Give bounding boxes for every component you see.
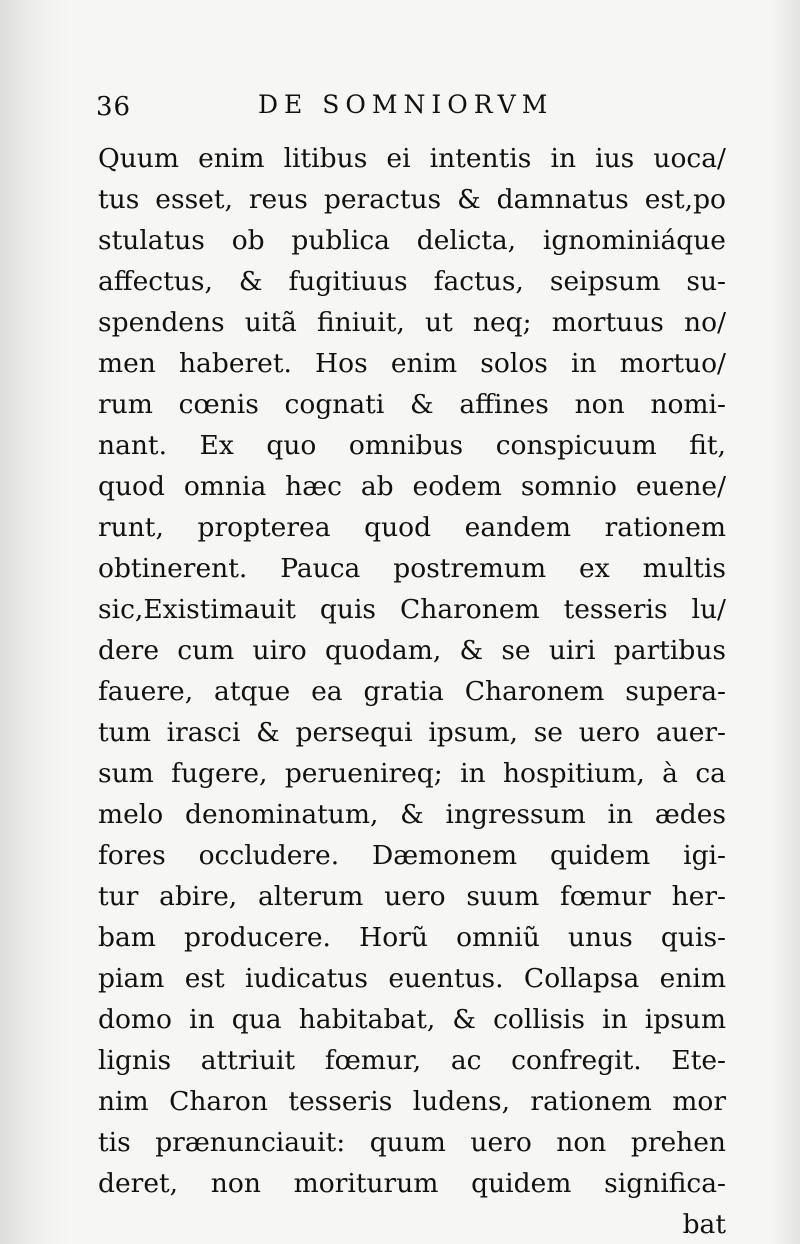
text-line: spendens uitã finiuit, ut neq; mortuus no/: [98, 307, 726, 338]
text-line: fauere, atque ea gratia Charonem supera-: [98, 676, 726, 707]
text-line: nant. Ex quo omnibus conspicuum fit,: [98, 430, 726, 461]
text-line: obtinerent. Pauca postremum ex multis: [98, 553, 726, 584]
text-line: tis prænunciauit: quum uero non prehen: [98, 1127, 726, 1158]
text-line: piam est iudicatus euentus. Collapsa enim: [98, 963, 726, 994]
text-line: rum cœnis cognati & affines non nomi-: [98, 389, 726, 420]
text-line: affectus, & fugitiuus factus, seipsum su-: [98, 266, 726, 297]
gutter-shadow: [0, 0, 70, 1244]
text-line: lignis attriuit fœmur, ac confregit. Ete-: [98, 1045, 726, 1076]
text-line: tus esset, reus peractus & damnatus est,po: [98, 184, 726, 215]
text-line: Quum enim litibus ei intentis in ius uoca/: [98, 143, 726, 174]
text-line: runt, propterea quod eandem rationem: [98, 512, 726, 543]
text-line: stulatus ob publica delicta, ignominiáque: [98, 225, 726, 256]
text-line: sic,Existimauit quis Charonem tesseris lu/: [98, 594, 726, 625]
text-line: men haberet. Hos enim solos in mortuo/: [98, 348, 726, 379]
page-number: 36: [96, 92, 132, 122]
page-edge-shadow: [770, 0, 800, 1244]
text-line: dere cum uiro quodam, & se uiri partibus: [98, 635, 726, 666]
text-line: bam producere. Horũ omniũ unus quis-: [98, 922, 726, 953]
text-line: domo in qua habitabat, & collisis in ipsum: [98, 1004, 726, 1035]
catchword: bat: [682, 1209, 726, 1240]
body-text: [98, 138, 726, 1244]
text-line: nim Charon tesseris ludens, rationem mor: [98, 1086, 726, 1117]
running-head: DE SOMNIORVM: [258, 90, 554, 119]
text-line: sum fugere, peruenireq; in hospitium, à ca: [98, 758, 726, 789]
text-line: melo denominatum, & ingressum in ædes: [98, 799, 726, 830]
text-line: fores occludere. Dæmonem quidem igi-: [98, 840, 726, 871]
page-header: [96, 88, 716, 124]
text-line: tum irasci & persequi ipsum, se uero auer-: [98, 717, 726, 748]
text-line: deret, non moriturum quidem significa-: [98, 1168, 726, 1199]
text-line: quod omnia hæc ab eodem somnio euene/: [98, 471, 726, 502]
text-line: tur abire, alterum uero suum fœmur her-: [98, 881, 726, 912]
